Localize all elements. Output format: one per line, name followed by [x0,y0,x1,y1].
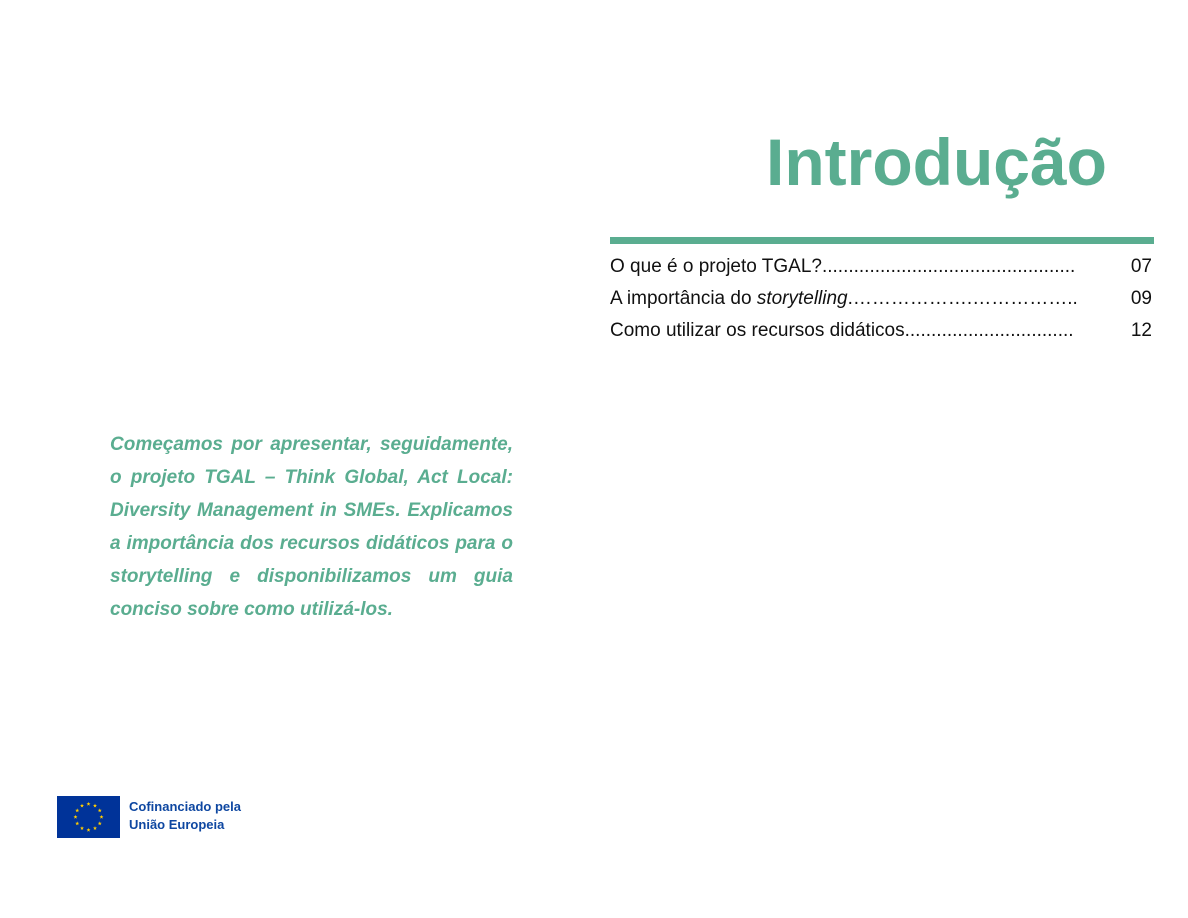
toc-item-page-number: 07 [1130,256,1152,277]
toc-item-label: Como utilizar os recursos didáticos................................ [610,320,1074,341]
title-divider [610,237,1154,244]
toc-item-leader: .……………….…………….. [847,288,1078,309]
toc-item-page-number: 09 [1130,288,1152,309]
toc-item-page-number: 12 [1130,320,1152,341]
eu-cofunding-line-2: União Europeia [129,817,225,832]
toc-item-leader: ................................ [904,320,1074,341]
eu-flag-icon [57,796,120,838]
toc-item-storytelling [610,284,1154,316]
toc-item-label: A importância do storytelling.……………….…………….. [610,288,1078,309]
toc-item-label: O que é o projeto TGAL?................................................ [610,256,1076,277]
eu-cofunding-logo [57,796,277,838]
toc-item-didactic-resources [610,316,1154,348]
page-title: Introdução [766,125,1107,199]
eu-cofunding-line-1: Cofinanciado pela [129,799,241,814]
eu-cofunding-text [129,798,241,834]
toc-item-tgal-project [610,252,1154,284]
toc-item-leader: ................................................ [821,256,1076,277]
intro-paragraph: Começamos por apresentar, seguidamente, o projeto TGAL – Think Global, Act Local: Diversity Management in SMEs. Explicamos a importância dos recursos didáticos para o storytelling e disponibilizamos um guia conciso sobre como utilizá-los. [110,434,513,620]
table-of-contents [610,252,1154,348]
